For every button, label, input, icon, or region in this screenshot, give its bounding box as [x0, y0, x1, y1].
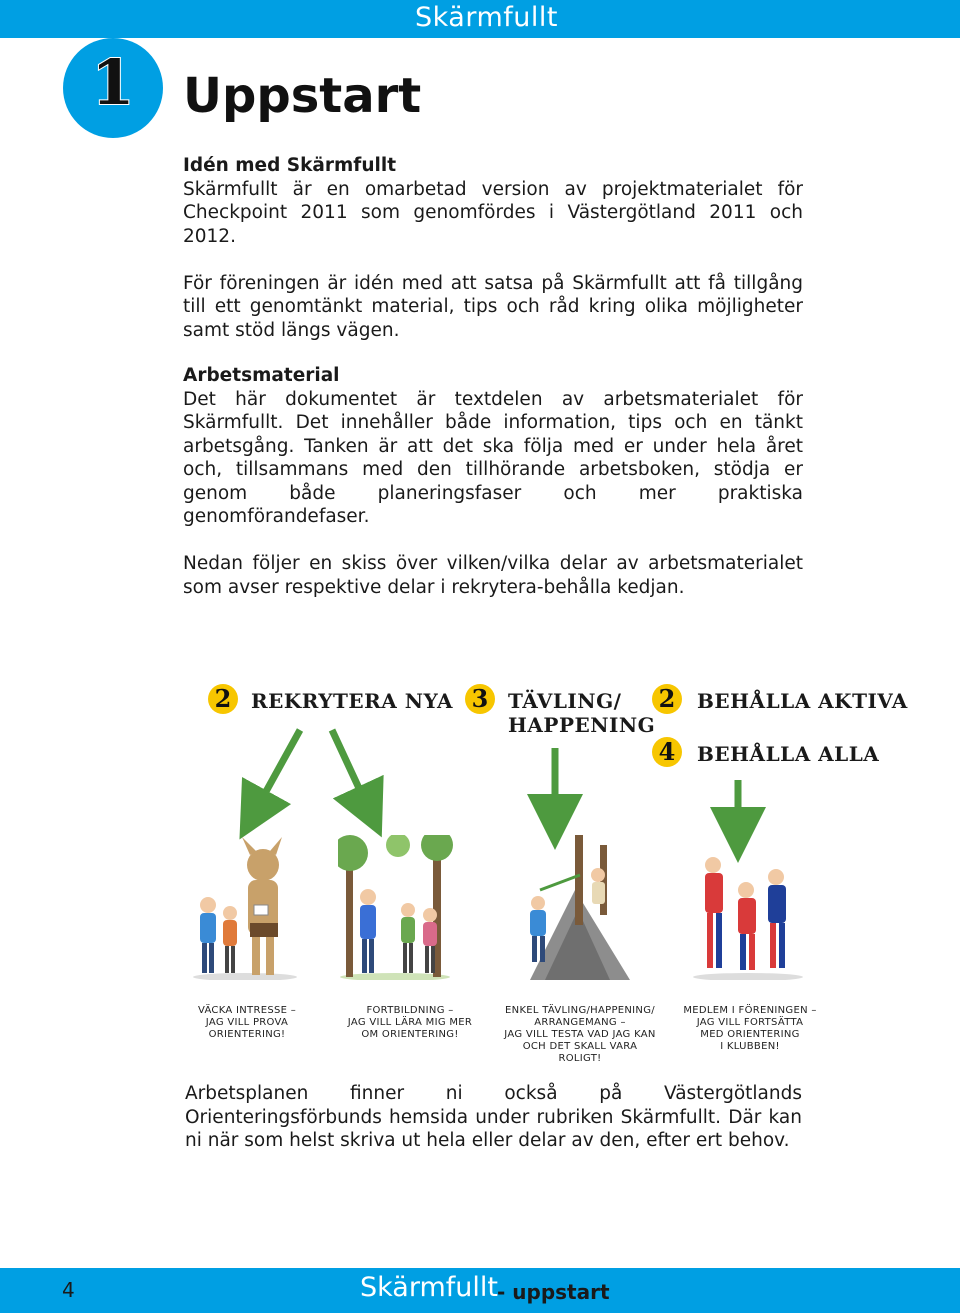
caption-interest [192, 1005, 302, 1041]
section-heading: Arbetsmaterial [183, 365, 340, 386]
illustration-forest-group [338, 835, 453, 980]
caption-line: OCH DET SKALL VARA ROLIGT! [522, 1041, 638, 1064]
caption-line: JAG VILL LÄRA MIG MER [347, 1017, 473, 1028]
caption-line: VÄCKA INTRESSE – [197, 1005, 297, 1016]
stage-number-badge: 4 [652, 737, 682, 767]
stage-label-keep-active: BEHÅLLA AKTIVA [697, 689, 908, 713]
illustration-club-runners [688, 835, 808, 980]
paragraph: Det här dokumentet är textdelen av arbetsmaterialet för Skärmfullt. Det innehåller både information, tips och en tänkt arbetsgång. Tanken är att det ska följa med er under hela året och, tillsammans med den tillhörande arbetsboken, stödja er genom både planeringsfaser och mer praktiska genomförandefaser. [183, 388, 803, 527]
caption-line: MED ORIENTERING [700, 1029, 800, 1040]
caption-line: ENKEL TÄVLING/HAPPENING/ [505, 1005, 655, 1016]
arrow [253, 730, 300, 815]
paragraph: Skärmfullt är en omarbetad version av projektmaterialet för Checkpoint 2011 som genomfördes i Västergötland 2011 och 2012. [183, 178, 803, 247]
footer-section: - uppstart [497, 1280, 610, 1304]
stage-label-competition [508, 689, 655, 737]
caption-line: I KLUBBEN! [720, 1041, 780, 1052]
stage-number-badge: 2 [208, 684, 238, 714]
page-title: Uppstart [183, 68, 422, 124]
caption-line: ORIENTERING! [208, 1029, 286, 1040]
paragraph: För föreningen är idén med att satsa på Skärmfullt att få tillgång till ett genomtänkt material, tips och råd kring olika möjligheter samt stöd längs vägen. [183, 272, 803, 341]
chapter-number: 1 [91, 46, 135, 119]
illustration-rope-climb [500, 835, 630, 980]
caption-line: JAG VILL TESTA VAD JAG KAN [504, 1029, 656, 1040]
arrow [332, 730, 370, 812]
stage-label-line: HAPPENING [508, 713, 656, 737]
paragraph: Nedan följer en skiss över vilken/vilka delar av arbetsmaterialet som avser respektive delar i rekrytera-behålla kedjan. [183, 553, 803, 598]
caption-line: FORTBILDNING – [366, 1005, 454, 1016]
chapter-badge [63, 38, 163, 138]
caption-competition [500, 1005, 660, 1065]
caption-line: MEDLEM I FÖRENINGEN – [683, 1005, 817, 1016]
stage-label-keep-all: BEHÅLLA ALLA [697, 742, 880, 766]
section-heading: Idén med Skärmfullt [183, 155, 397, 176]
page-number: 4 [62, 1278, 75, 1302]
stage-number-badge: 2 [652, 684, 682, 714]
header-brand: Skärmfullt [415, 2, 558, 33]
caption-line: JAG VILL FORTSÄTTA [696, 1017, 804, 1028]
caption-line: JAG VILL PROVA [205, 1017, 289, 1028]
section-idea [183, 154, 803, 342]
stage-label-line: TÄVLING/ [508, 689, 622, 713]
stage-label-recruit: REKRYTERA NYA [251, 689, 454, 713]
footer-bar [0, 1268, 960, 1313]
header-bar [0, 0, 960, 38]
illustration-troll-with-kids [190, 835, 300, 980]
caption-training [345, 1005, 475, 1041]
footer-brand: Skärmfullt [360, 1272, 498, 1303]
caption-line: OM ORIENTERING! [361, 1029, 459, 1040]
closing-paragraph: Arbetsplanen finner ni också på Västergötlands Orienteringsförbunds hemsida under rubriken Skärmfullt. Där kan ni när som helst skriva ut hela eller delar av den, efter ert behov. [185, 1083, 802, 1151]
stage-number-badge: 3 [465, 684, 495, 714]
caption-member [680, 1005, 820, 1053]
section-workmaterial [183, 364, 803, 599]
caption-line: ARRANGEMANG – [534, 1017, 626, 1028]
